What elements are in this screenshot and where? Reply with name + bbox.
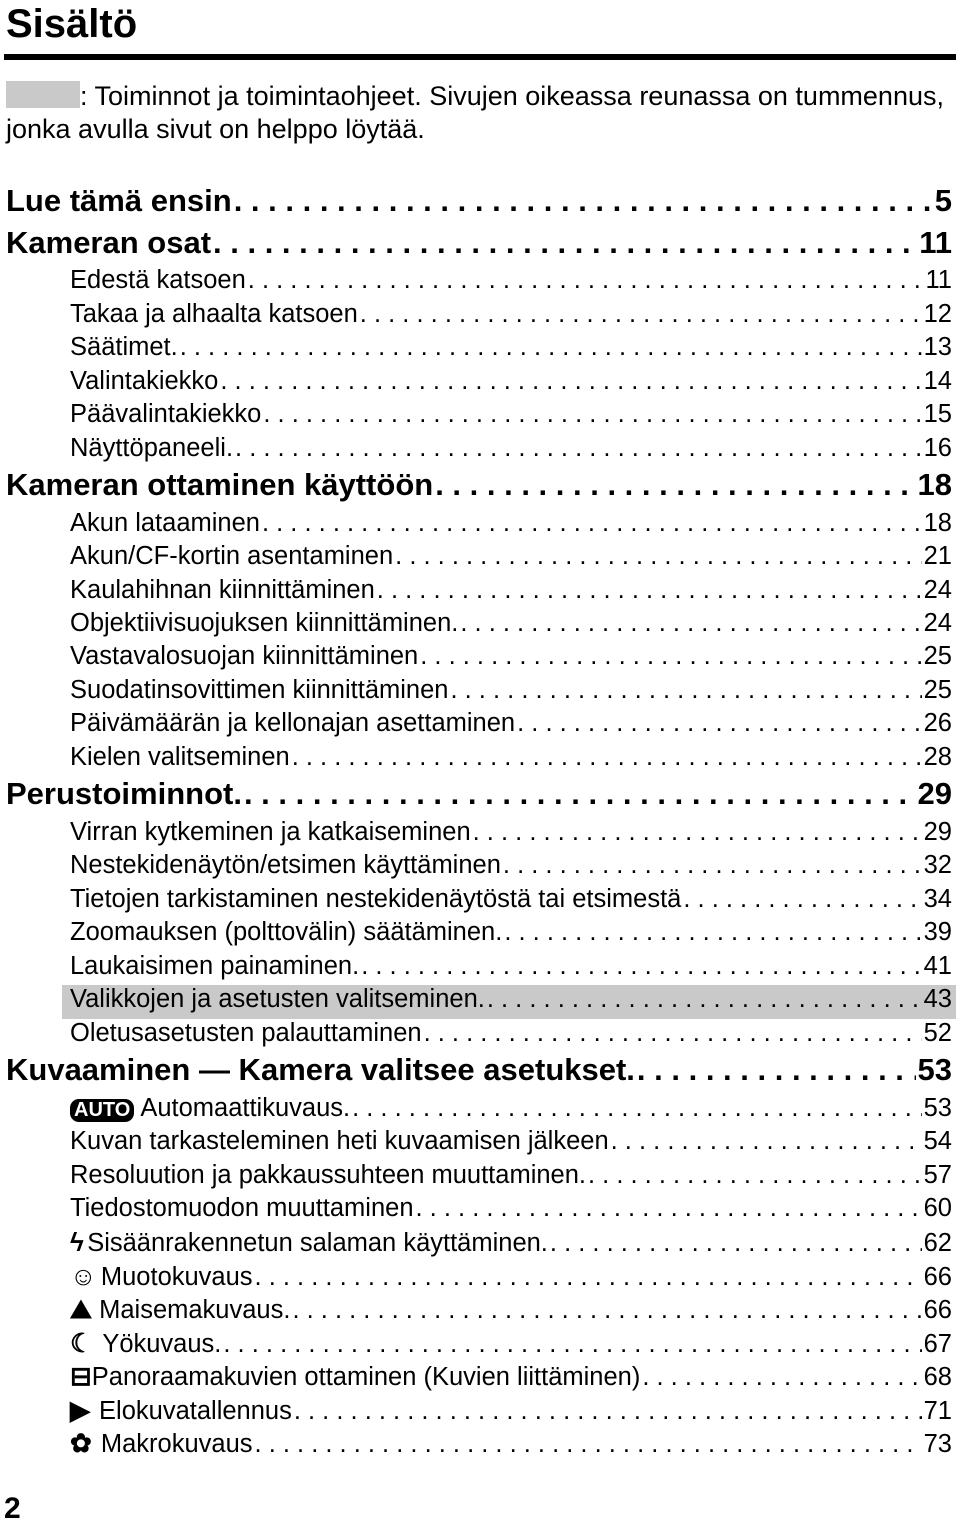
toc-page-number: 43 bbox=[923, 985, 952, 1014]
toc-page-number: 21 bbox=[923, 542, 952, 571]
dot-leader bbox=[359, 952, 921, 981]
dot-leader bbox=[501, 851, 922, 880]
toc-label: Lue tämä ensin bbox=[6, 183, 232, 218]
toc-label: Perustoiminnot. bbox=[6, 776, 242, 812]
toc-entry[interactable] bbox=[0, 609, 960, 642]
toc-entry[interactable] bbox=[0, 1361, 960, 1394]
dot-leader bbox=[358, 300, 922, 329]
toc-page-number: 52 bbox=[923, 1018, 952, 1047]
toc-entry[interactable] bbox=[0, 1094, 960, 1127]
toc-label: Edestä katsoen bbox=[70, 266, 246, 295]
toc-label: Suodatinsovittimen kiinnittäminen bbox=[70, 675, 449, 704]
toc-label: Takaa ja alhaalta katsoen bbox=[70, 299, 358, 328]
toc-entry[interactable] bbox=[0, 642, 960, 675]
toc-entry[interactable] bbox=[0, 952, 960, 985]
toc-label: Kuvaaminen — Kamera valitsee asetukset. bbox=[6, 1051, 635, 1087]
toc-label: Näyttöpaneeli. bbox=[70, 433, 234, 462]
dot-leader bbox=[253, 1430, 922, 1459]
toc-entry[interactable] bbox=[0, 1161, 960, 1194]
toc-page-number: 54 bbox=[923, 1127, 952, 1156]
toc-label: Kameran osat bbox=[6, 224, 212, 260]
toc-entry[interactable] bbox=[0, 333, 960, 366]
toc-label: Makrokuvaus bbox=[100, 1430, 253, 1458]
dot-leader bbox=[290, 743, 922, 772]
dot-leader bbox=[485, 985, 922, 1014]
dot-leader bbox=[414, 1194, 922, 1223]
toc-entry[interactable] bbox=[0, 367, 960, 400]
toc-label: Tiedostomuodon muuttaminen bbox=[70, 1193, 414, 1222]
toc-label: Päivämäärän ja kellonajan asettaminen bbox=[70, 709, 516, 738]
highlight-swatch bbox=[6, 81, 80, 108]
toc-label: Oletusasetusten palauttaminen bbox=[70, 1018, 422, 1047]
title-rule bbox=[4, 54, 956, 60]
toc-entry[interactable] bbox=[0, 509, 960, 542]
dot-leader bbox=[232, 183, 933, 219]
toc-page-number: 25 bbox=[923, 642, 952, 671]
toc-entry[interactable] bbox=[62, 985, 956, 1018]
toc-entry[interactable] bbox=[0, 1127, 960, 1160]
toc-entry[interactable] bbox=[0, 300, 960, 333]
toc-label: Resoluution ja pakkaussuhteen muuttaminen. bbox=[70, 1160, 586, 1189]
toc-page-number: 15 bbox=[923, 400, 952, 429]
toc-entry[interactable] bbox=[0, 885, 960, 918]
toc-entry[interactable] bbox=[0, 1428, 960, 1461]
dot-leader bbox=[290, 1296, 921, 1325]
dot-leader bbox=[260, 509, 922, 538]
toc-entry[interactable] bbox=[0, 1395, 960, 1428]
dot-leader bbox=[548, 1229, 922, 1258]
toc-page-number: 57 bbox=[923, 1160, 952, 1189]
toc-page-number: 29 bbox=[923, 817, 952, 846]
toc-label: Kuvan tarkasteleminen heti kuvaamisen jälkeen bbox=[70, 1127, 609, 1156]
toc-entry[interactable] bbox=[0, 918, 960, 951]
page-title: Sisältö bbox=[6, 2, 138, 46]
toc-entry[interactable] bbox=[0, 1328, 960, 1361]
toc-label: Panoraamakuvien ottaminen (Kuvien liittäminen) bbox=[91, 1363, 641, 1392]
toc-page-number: 11 bbox=[925, 266, 952, 295]
toc-page-number: 62 bbox=[923, 1229, 952, 1258]
toc-entry[interactable] bbox=[0, 1294, 960, 1327]
toc-label: Laukaisimen painaminen. bbox=[70, 951, 360, 980]
toc-label: Valikkojen ja asetusten valitseminen. bbox=[70, 985, 485, 1014]
dot-leader bbox=[458, 609, 921, 638]
toc-label: Virran kytkeminen ja katkaiseminen bbox=[70, 817, 471, 846]
toc-page-number: 24 bbox=[923, 575, 952, 604]
toc-label: Akun lataaminen bbox=[70, 508, 260, 537]
toc-page-number: 60 bbox=[923, 1193, 952, 1222]
toc-page-number: 18 bbox=[917, 467, 952, 502]
dot-leader bbox=[393, 542, 921, 571]
table-of-contents bbox=[0, 183, 960, 1461]
toc-section[interactable] bbox=[0, 1052, 960, 1094]
toc-page-number: 34 bbox=[923, 884, 952, 913]
toc-page-number: 66 bbox=[923, 1262, 952, 1291]
toc-label: Zoomauksen (polttovälin) säätäminen. bbox=[70, 918, 503, 947]
toc-label: Kaulahihnan kiinnittäminen bbox=[70, 575, 375, 604]
toc-entry[interactable] bbox=[0, 400, 960, 433]
toc-page-number: 13 bbox=[923, 333, 952, 362]
dot-leader bbox=[292, 1397, 922, 1426]
toc-entry[interactable] bbox=[0, 851, 960, 884]
toc-label: Nestekidenäytön/etsimen käyttäminen bbox=[70, 851, 501, 880]
toc-label: Tietojen tarkistaminen nestekidenäytöstä tai etsimestä bbox=[70, 884, 682, 913]
toc-page-number: 53 bbox=[917, 1051, 952, 1087]
toc-entry[interactable] bbox=[0, 743, 960, 776]
toc-label: Kameran ottaminen käyttöön bbox=[6, 467, 434, 502]
toc-label: Objektiivisuojuksen kiinnittäminen. bbox=[70, 609, 459, 637]
toc-entry[interactable] bbox=[0, 818, 960, 851]
toc-entry[interactable] bbox=[0, 1194, 960, 1227]
toc-page-number: 53 bbox=[923, 1093, 952, 1122]
dot-leader bbox=[221, 1330, 921, 1359]
flash-icon: ϟ bbox=[70, 1227, 84, 1258]
dot-leader bbox=[178, 333, 922, 362]
toc-label: Akun/CF-kortin asentaminen bbox=[70, 542, 394, 571]
dot-leader bbox=[350, 1094, 922, 1123]
portrait-icon: ☺ bbox=[70, 1260, 97, 1291]
toc-page-number: 32 bbox=[923, 851, 952, 880]
dot-leader bbox=[515, 709, 922, 738]
toc-page-number: 71 bbox=[923, 1396, 952, 1425]
toc-page-number: 68 bbox=[923, 1363, 952, 1392]
toc-label: Elokuvatallennus bbox=[99, 1396, 292, 1425]
toc-section[interactable] bbox=[0, 467, 960, 509]
dot-leader bbox=[242, 776, 916, 812]
dot-leader bbox=[471, 818, 922, 847]
movie-icon: ▶ bbox=[70, 1394, 90, 1425]
toc-page-number: 39 bbox=[923, 918, 952, 947]
toc-label: Automaattikuvaus. bbox=[140, 1093, 351, 1122]
dot-leader bbox=[418, 642, 921, 671]
toc-section[interactable] bbox=[0, 225, 960, 267]
legend-text: : Toiminnot ja toimintaohjeet. Sivujen oikeassa reunassa on tummennus, jonka avulla sivut on helppo löytää. bbox=[6, 81, 944, 144]
toc-label: Kielen valitseminen bbox=[70, 742, 290, 771]
toc-label: Päävalintakiekko bbox=[70, 400, 262, 429]
toc-page-number: 5 bbox=[934, 183, 952, 218]
toc-page-number: 16 bbox=[923, 433, 952, 462]
toc-entry[interactable] bbox=[0, 266, 960, 299]
toc-page-number: 67 bbox=[923, 1329, 952, 1358]
toc-label: Sisäänrakennetun salaman käyttäminen. bbox=[87, 1229, 548, 1258]
night-icon: ☾ bbox=[70, 1327, 94, 1358]
toc-page-number: 12 bbox=[923, 299, 952, 328]
toc-label: Säätimet. bbox=[70, 333, 178, 362]
auto-mode-icon: AUTO bbox=[70, 1099, 134, 1122]
macro-icon: ✿ bbox=[70, 1428, 92, 1458]
page-number: 2 bbox=[4, 1492, 21, 1525]
legend bbox=[6, 80, 946, 146]
toc-section[interactable] bbox=[0, 183, 960, 225]
dot-leader bbox=[246, 266, 924, 295]
landscape-icon: ⛰ bbox=[70, 1294, 92, 1325]
toc-page-number: 14 bbox=[923, 366, 952, 395]
dot-leader bbox=[253, 1263, 922, 1292]
dot-leader bbox=[448, 676, 921, 705]
dot-leader bbox=[422, 1019, 922, 1048]
toc-section[interactable] bbox=[0, 776, 960, 818]
toc-page-number: 25 bbox=[923, 675, 952, 704]
toc-page-number: 18 bbox=[923, 508, 952, 537]
toc-label: Maisemakuvaus. bbox=[99, 1296, 291, 1325]
dot-leader bbox=[218, 367, 921, 396]
toc-entry[interactable] bbox=[0, 1019, 960, 1052]
toc-page-number: 66 bbox=[923, 1296, 952, 1325]
dot-leader bbox=[211, 225, 917, 261]
toc-page-number: 28 bbox=[923, 742, 952, 771]
toc-entry[interactable] bbox=[0, 434, 960, 467]
toc-entry[interactable] bbox=[0, 1261, 960, 1294]
dot-leader bbox=[640, 1363, 921, 1392]
toc-entry[interactable] bbox=[0, 676, 960, 709]
dot-leader bbox=[375, 576, 922, 605]
toc-page-number: 11 bbox=[919, 224, 952, 260]
toc-page-number: 29 bbox=[917, 776, 952, 812]
toc-page-number: 73 bbox=[923, 1430, 952, 1458]
toc-entry[interactable] bbox=[0, 542, 960, 575]
toc-entry[interactable] bbox=[0, 1227, 960, 1260]
toc-label: Muotokuvaus bbox=[100, 1262, 253, 1291]
dot-leader bbox=[609, 1127, 922, 1156]
dot-leader bbox=[233, 434, 922, 463]
dot-leader bbox=[635, 1052, 916, 1088]
dot-leader bbox=[433, 467, 915, 503]
dot-leader bbox=[261, 400, 921, 429]
toc-page-number: 26 bbox=[923, 709, 952, 738]
stitch-assist-icon: ⊟ bbox=[70, 1361, 92, 1392]
toc-label: Valintakiekko bbox=[70, 366, 219, 395]
toc-label: Yökuvaus. bbox=[102, 1329, 222, 1358]
dot-leader bbox=[681, 885, 921, 914]
toc-entry[interactable] bbox=[0, 709, 960, 742]
dot-leader bbox=[586, 1161, 922, 1190]
toc-page-number: 24 bbox=[923, 609, 952, 637]
toc-entry[interactable] bbox=[0, 576, 960, 609]
toc-label: Vastavalosuojan kiinnittäminen bbox=[70, 642, 419, 671]
toc-page-number: 41 bbox=[923, 951, 952, 980]
dot-leader bbox=[502, 918, 921, 947]
